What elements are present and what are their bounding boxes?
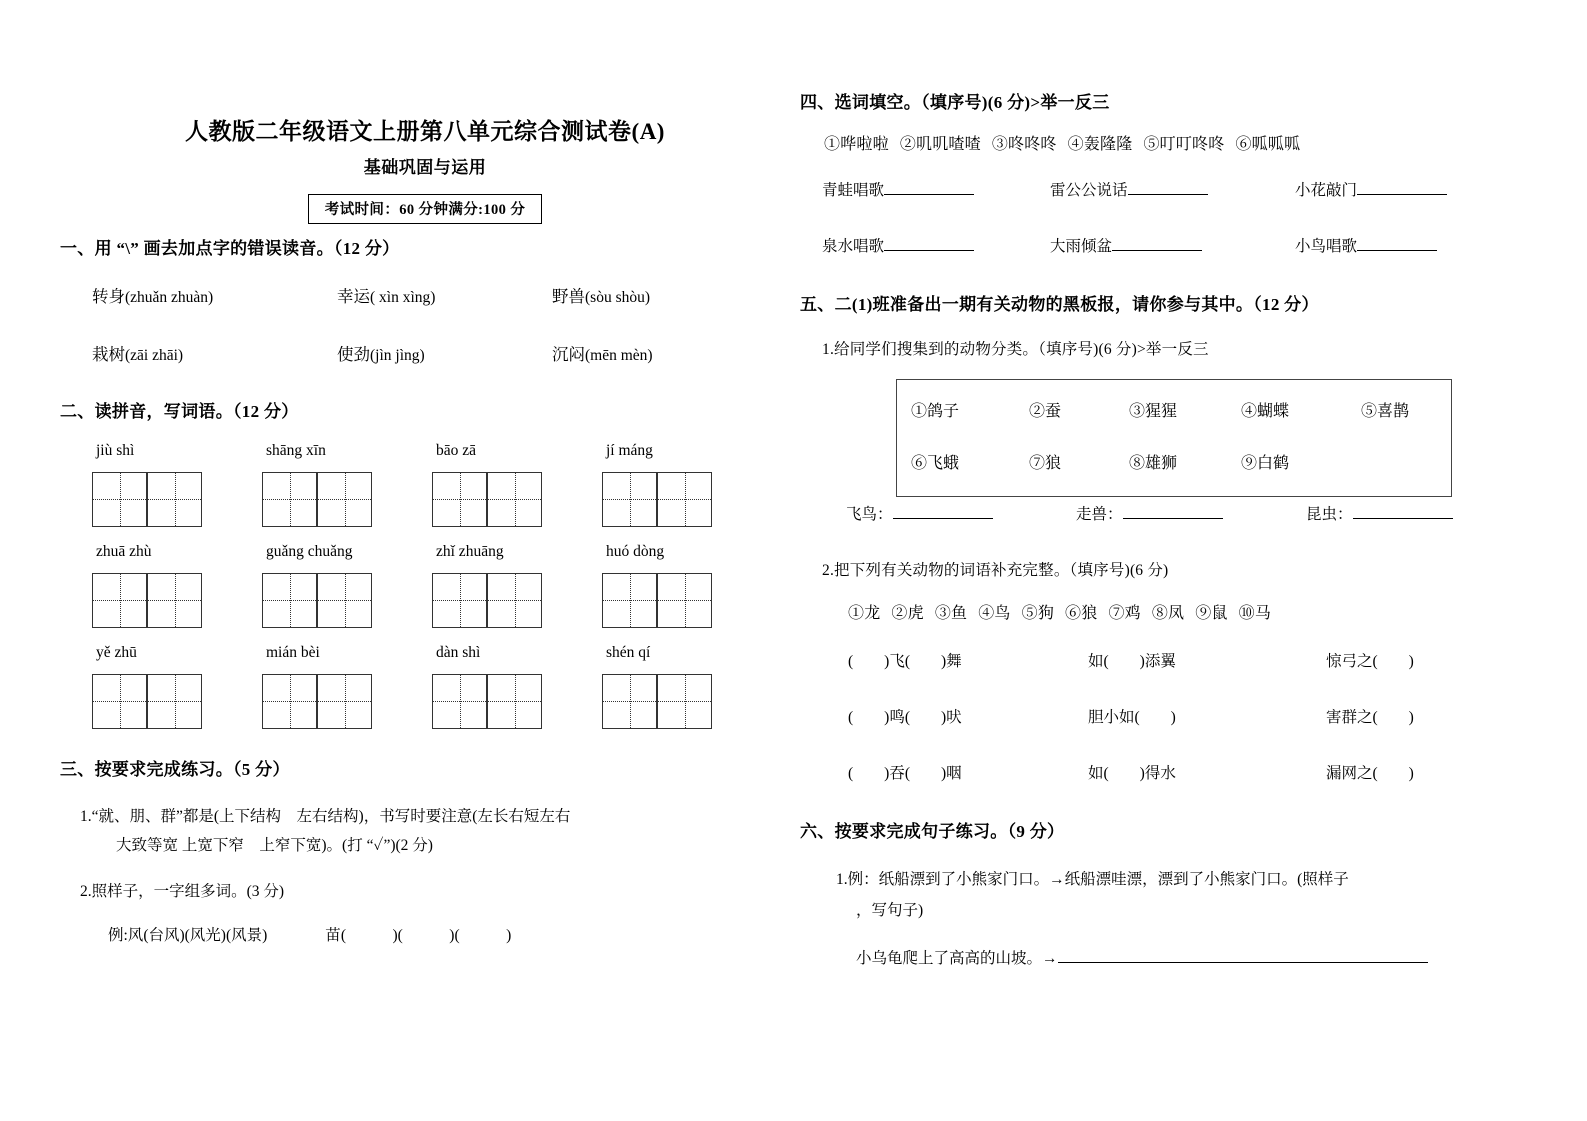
word-pinyin: shāng xīn	[266, 441, 326, 459]
pinyin-word: 野兽	[552, 287, 585, 306]
category-entry[interactable]	[846, 502, 1076, 524]
word-pinyin: huó dòng	[606, 542, 665, 560]
tianzige-boxes[interactable]	[262, 472, 372, 527]
fill-label: 青蛙唱歌	[822, 182, 885, 199]
word-pinyin: zhǐ zhuāng	[436, 542, 504, 560]
tianzige-square[interactable]	[147, 674, 202, 729]
animal-option[interactable]: ⑨白鹤	[1241, 454, 1290, 472]
animal-option[interactable]: ⑧雄狮	[1129, 454, 1178, 472]
tianzige-boxes[interactable]	[92, 674, 202, 729]
animal-char-option[interactable]: ⑨鼠	[1195, 605, 1228, 622]
fill-blank[interactable]	[884, 235, 974, 251]
idiom-item[interactable]: 胆小如( )	[1088, 709, 1176, 726]
section-3-question-1[interactable]	[60, 802, 790, 861]
category-blank[interactable]	[1123, 503, 1223, 519]
animal-char-option[interactable]: ⑦鸡	[1108, 605, 1141, 622]
section-2-heading: 二、读拼音，写词语。（12 分）	[60, 401, 299, 421]
option-item[interactable]: ①哗啦啦	[824, 136, 889, 153]
tianzige-square[interactable]	[262, 472, 317, 527]
word-cell	[84, 644, 254, 729]
word-cell	[594, 442, 764, 527]
section-5-q1-heading: 1.给同学们搜集到的动物分类。（填序号)(6 分)>举一反三	[822, 341, 1209, 358]
tianzige-square[interactable]	[602, 573, 657, 628]
idiom-item[interactable]: 惊弓之( )	[1326, 653, 1414, 670]
word-pinyin: yě zhū	[96, 643, 137, 661]
tianzige-boxes[interactable]	[602, 573, 712, 628]
animal-options-box	[896, 379, 1452, 497]
option-item[interactable]: ⑥呱呱呱	[1235, 136, 1301, 153]
tianzige-square[interactable]	[92, 674, 147, 729]
exam-info-box: 考试时间：60 分钟满分:100 分	[308, 194, 543, 224]
q1-line-2: ，写句子)	[856, 902, 924, 919]
section-5-heading: 五、二(1)班准备出一期有关动物的黑板报，请你参与其中。（12 分）	[800, 295, 1319, 314]
word-cell	[84, 543, 254, 628]
tianzige-boxes[interactable]	[432, 573, 542, 628]
animal-char-option[interactable]: ⑥狼	[1065, 605, 1098, 622]
tianzige-square[interactable]	[92, 472, 147, 527]
animal-char-option[interactable]: ⑤狗	[1021, 605, 1055, 622]
idiom-item[interactable]: ( )吞( )咽	[848, 765, 962, 782]
word-row	[84, 442, 790, 527]
word-pinyin: jiù shì	[96, 441, 135, 459]
fill-item[interactable]	[822, 234, 1050, 256]
pinyin-choice-item[interactable]	[92, 341, 337, 365]
word-cell	[424, 543, 594, 628]
answer-blank[interactable]: ( )	[340, 926, 398, 944]
idiom-item[interactable]: 漏网之( )	[1326, 765, 1414, 782]
word-cell	[254, 644, 424, 729]
animal-option[interactable]: ⑤喜鹊	[1361, 402, 1410, 420]
animal-category-blanks	[846, 502, 1540, 524]
category-entry[interactable]	[1306, 502, 1540, 524]
tianzige-boxes[interactable]	[92, 573, 202, 628]
q1-line-2: 大致等宽 上宽下窄 上窄下宽)。(打 “✓”)(2 分)	[116, 837, 433, 855]
category-label: 昆虫：	[1306, 506, 1353, 523]
idiom-item[interactable]: ( )鸣( )吠	[848, 709, 962, 726]
tianzige-square[interactable]	[657, 573, 712, 628]
section-1-heading: 一、用 “\” 画去加点字的错误读音。（12 分）	[60, 238, 400, 258]
word-cell	[594, 644, 764, 729]
word-cell	[424, 442, 594, 527]
idiom-item[interactable]: 如( )得水	[1088, 765, 1176, 782]
fill-blank[interactable]	[1128, 179, 1208, 195]
section-5-q2-options	[800, 600, 1540, 623]
pinyin-options: (zhuǎn zhuàn)	[125, 288, 214, 306]
word-pinyin: mián bèi	[266, 643, 320, 661]
pinyin-word: 转身	[92, 287, 125, 306]
section-3-heading: 三、按要求完成练习。（5 分）	[60, 759, 290, 779]
pinyin-choice-item[interactable]	[92, 283, 337, 307]
animal-char-option[interactable]: ③鱼	[934, 605, 968, 622]
fill-item[interactable]	[1050, 178, 1295, 200]
page-subtitle: 基础巩固与运用	[363, 157, 487, 177]
animal-option[interactable]: ⑦狼	[1029, 454, 1062, 472]
fill-item[interactable]	[1295, 178, 1540, 200]
tianzige-square[interactable]	[262, 674, 317, 729]
word-cell	[424, 644, 594, 729]
category-entry[interactable]	[1076, 502, 1306, 524]
tianzige-boxes[interactable]	[432, 472, 542, 527]
tianzige-boxes[interactable]	[92, 472, 202, 527]
category-label: 走兽：	[1076, 506, 1123, 523]
pinyin-word: 沉闷	[552, 345, 585, 364]
tianzige-square[interactable]	[147, 472, 202, 527]
right-column	[800, 0, 1540, 1121]
left-column	[60, 0, 790, 1121]
animal-option[interactable]: ③猩猩	[1129, 402, 1178, 420]
animal-char-option[interactable]: ①龙	[848, 605, 881, 622]
animal-char-option[interactable]: ④鸟	[978, 605, 1011, 622]
animal-option[interactable]: ⑥飞蛾	[911, 454, 960, 472]
section-1-items	[60, 283, 790, 365]
animal-option[interactable]: ②蚕	[1029, 402, 1062, 420]
tianzige-square[interactable]	[657, 674, 712, 729]
q1-line-1: 1.例：纸船漂到了小熊家门口。→纸船漂哇漂，漂到了小熊家门口。(照样子	[836, 871, 1349, 888]
tianzige-boxes[interactable]	[602, 472, 712, 527]
tianzige-square[interactable]	[487, 472, 542, 527]
pinyin-word: 使劲	[337, 345, 370, 364]
option-item[interactable]: ⑤叮叮咚咚	[1143, 136, 1225, 153]
idiom-item[interactable]: 如( )添翼	[1088, 653, 1176, 670]
word-pinyin: dàn shì	[436, 643, 481, 661]
section-5-q2-heading: 2.把下列有关动物的词语补充完整。（填序号)(6 分)	[822, 562, 1169, 579]
idiom-item[interactable]: ( )飞( )舞	[848, 653, 962, 670]
fill-label: 小鸟唱歌	[1295, 238, 1358, 255]
tianzige-square[interactable]	[602, 674, 657, 729]
q1-line-1: 1.“就、朋、群”都是(上下结构 左右结构)，书写时要注意(左长右短左右	[80, 807, 571, 825]
word-pinyin: shén qí	[606, 643, 651, 661]
example-words: (台风)(风光)(风景)	[143, 926, 268, 944]
animal-row	[911, 442, 1451, 480]
fill-item[interactable]	[822, 178, 1050, 200]
tianzige-boxes[interactable]	[602, 674, 712, 729]
tianzige-square[interactable]	[92, 573, 147, 628]
fill-blank[interactable]	[1357, 235, 1437, 251]
tianzige-square[interactable]	[317, 573, 372, 628]
section-4-options	[800, 131, 1540, 154]
section-3-question-2-heading: 2.照样子，一字组多词。(3 分)	[80, 882, 285, 900]
tianzige-square[interactable]	[432, 573, 487, 628]
section-2-word-grid	[60, 442, 790, 729]
tianzige-square[interactable]	[317, 674, 372, 729]
pinyin-choice-item[interactable]	[337, 283, 552, 307]
answer-blank[interactable]: ( )	[397, 926, 455, 944]
option-item[interactable]: ②叽叽喳喳	[899, 136, 981, 153]
prompt-char: 苗	[325, 926, 341, 944]
category-label: 飞鸟：	[846, 506, 893, 523]
fill-item[interactable]	[1295, 234, 1540, 256]
tianzige-square[interactable]	[657, 472, 712, 527]
word-pinyin: bāo zā	[436, 441, 477, 459]
pinyin-options: ( xìn xìng)	[370, 288, 436, 306]
animal-option[interactable]: ①鸽子	[911, 402, 960, 420]
option-item[interactable]: ④轰隆隆	[1067, 136, 1133, 153]
tianzige-square[interactable]	[147, 573, 202, 628]
animal-row	[911, 390, 1451, 428]
pinyin-options: (sòu shòu)	[585, 288, 651, 306]
section-6-question-1	[800, 864, 1540, 926]
word-pinyin: guǎng chuǎng	[266, 542, 353, 560]
animal-char-option[interactable]: ②虎	[891, 605, 924, 622]
fill-item[interactable]	[1050, 234, 1295, 256]
tianzige-square[interactable]	[317, 472, 372, 527]
fill-label: 大雨倾盆	[1050, 238, 1113, 255]
fill-label: 泉水唱歌	[822, 238, 885, 255]
tianzige-square[interactable]	[602, 472, 657, 527]
tianzige-square[interactable]	[262, 573, 317, 628]
example-label: 例:风	[108, 926, 144, 944]
animal-char-option[interactable]: ⑩马	[1238, 605, 1272, 622]
section-6-answer-row[interactable]	[800, 946, 1540, 968]
option-item[interactable]: ③咚咚咚	[991, 136, 1057, 153]
tianzige-boxes[interactable]	[262, 674, 372, 729]
section-3-question-2-body[interactable]	[60, 923, 790, 945]
word-pinyin: zhuā zhù	[96, 542, 152, 560]
fill-blank[interactable]	[1112, 235, 1202, 251]
section-4-fill-items	[800, 178, 1540, 256]
answer-blank-line[interactable]	[1058, 947, 1428, 963]
idiom-item[interactable]: 害群之( )	[1326, 709, 1414, 726]
pinyin-options: (jìn jìng)	[370, 346, 425, 364]
pinyin-word: 栽树	[92, 345, 125, 364]
tianzige-square[interactable]	[432, 674, 487, 729]
tianzige-boxes[interactable]	[432, 674, 542, 729]
word-cell	[254, 442, 424, 527]
animal-char-option[interactable]: ⑧凤	[1151, 605, 1185, 622]
tianzige-boxes[interactable]	[262, 573, 372, 628]
tianzige-square[interactable]	[432, 472, 487, 527]
tianzige-square[interactable]	[487, 573, 542, 628]
pinyin-word: 幸运	[337, 287, 370, 306]
pinyin-choice-item[interactable]	[552, 283, 790, 307]
fill-label: 雷公公说话	[1050, 182, 1128, 199]
fill-blank[interactable]	[1357, 179, 1447, 195]
word-cell	[594, 543, 764, 628]
word-cell	[84, 442, 254, 527]
pinyin-options: (zāi zhāi)	[125, 346, 184, 364]
pinyin-options: (mēn mèn)	[585, 346, 653, 364]
word-pinyin: jí máng	[606, 441, 653, 459]
page-title: 人教版二年级语文上册第八单元综合测试卷(A)	[185, 119, 665, 144]
word-row	[84, 543, 790, 628]
section-4-heading: 四、选词填空。（填序号)(6 分)>举一反三	[800, 93, 1110, 112]
word-cell	[254, 543, 424, 628]
word-row	[84, 644, 790, 729]
category-blank[interactable]	[1353, 503, 1453, 519]
fill-blank[interactable]	[884, 179, 974, 195]
exam-info-wrapper	[60, 194, 790, 224]
answer-prompt: 小乌龟爬上了高高的山坡。→	[856, 950, 1058, 967]
answer-blank[interactable]: ( )	[454, 926, 512, 944]
animal-option[interactable]: ④蝴蝶	[1241, 402, 1290, 420]
fill-label: 小花敲门	[1295, 182, 1358, 199]
pinyin-choice-item[interactable]	[552, 341, 790, 365]
pinyin-choice-item[interactable]	[337, 341, 552, 365]
category-blank[interactable]	[893, 503, 993, 519]
section-5-idiom-grid	[800, 649, 1540, 783]
tianzige-square[interactable]	[487, 674, 542, 729]
section-6-heading: 六、按要求完成句子练习。（9 分）	[800, 822, 1065, 841]
